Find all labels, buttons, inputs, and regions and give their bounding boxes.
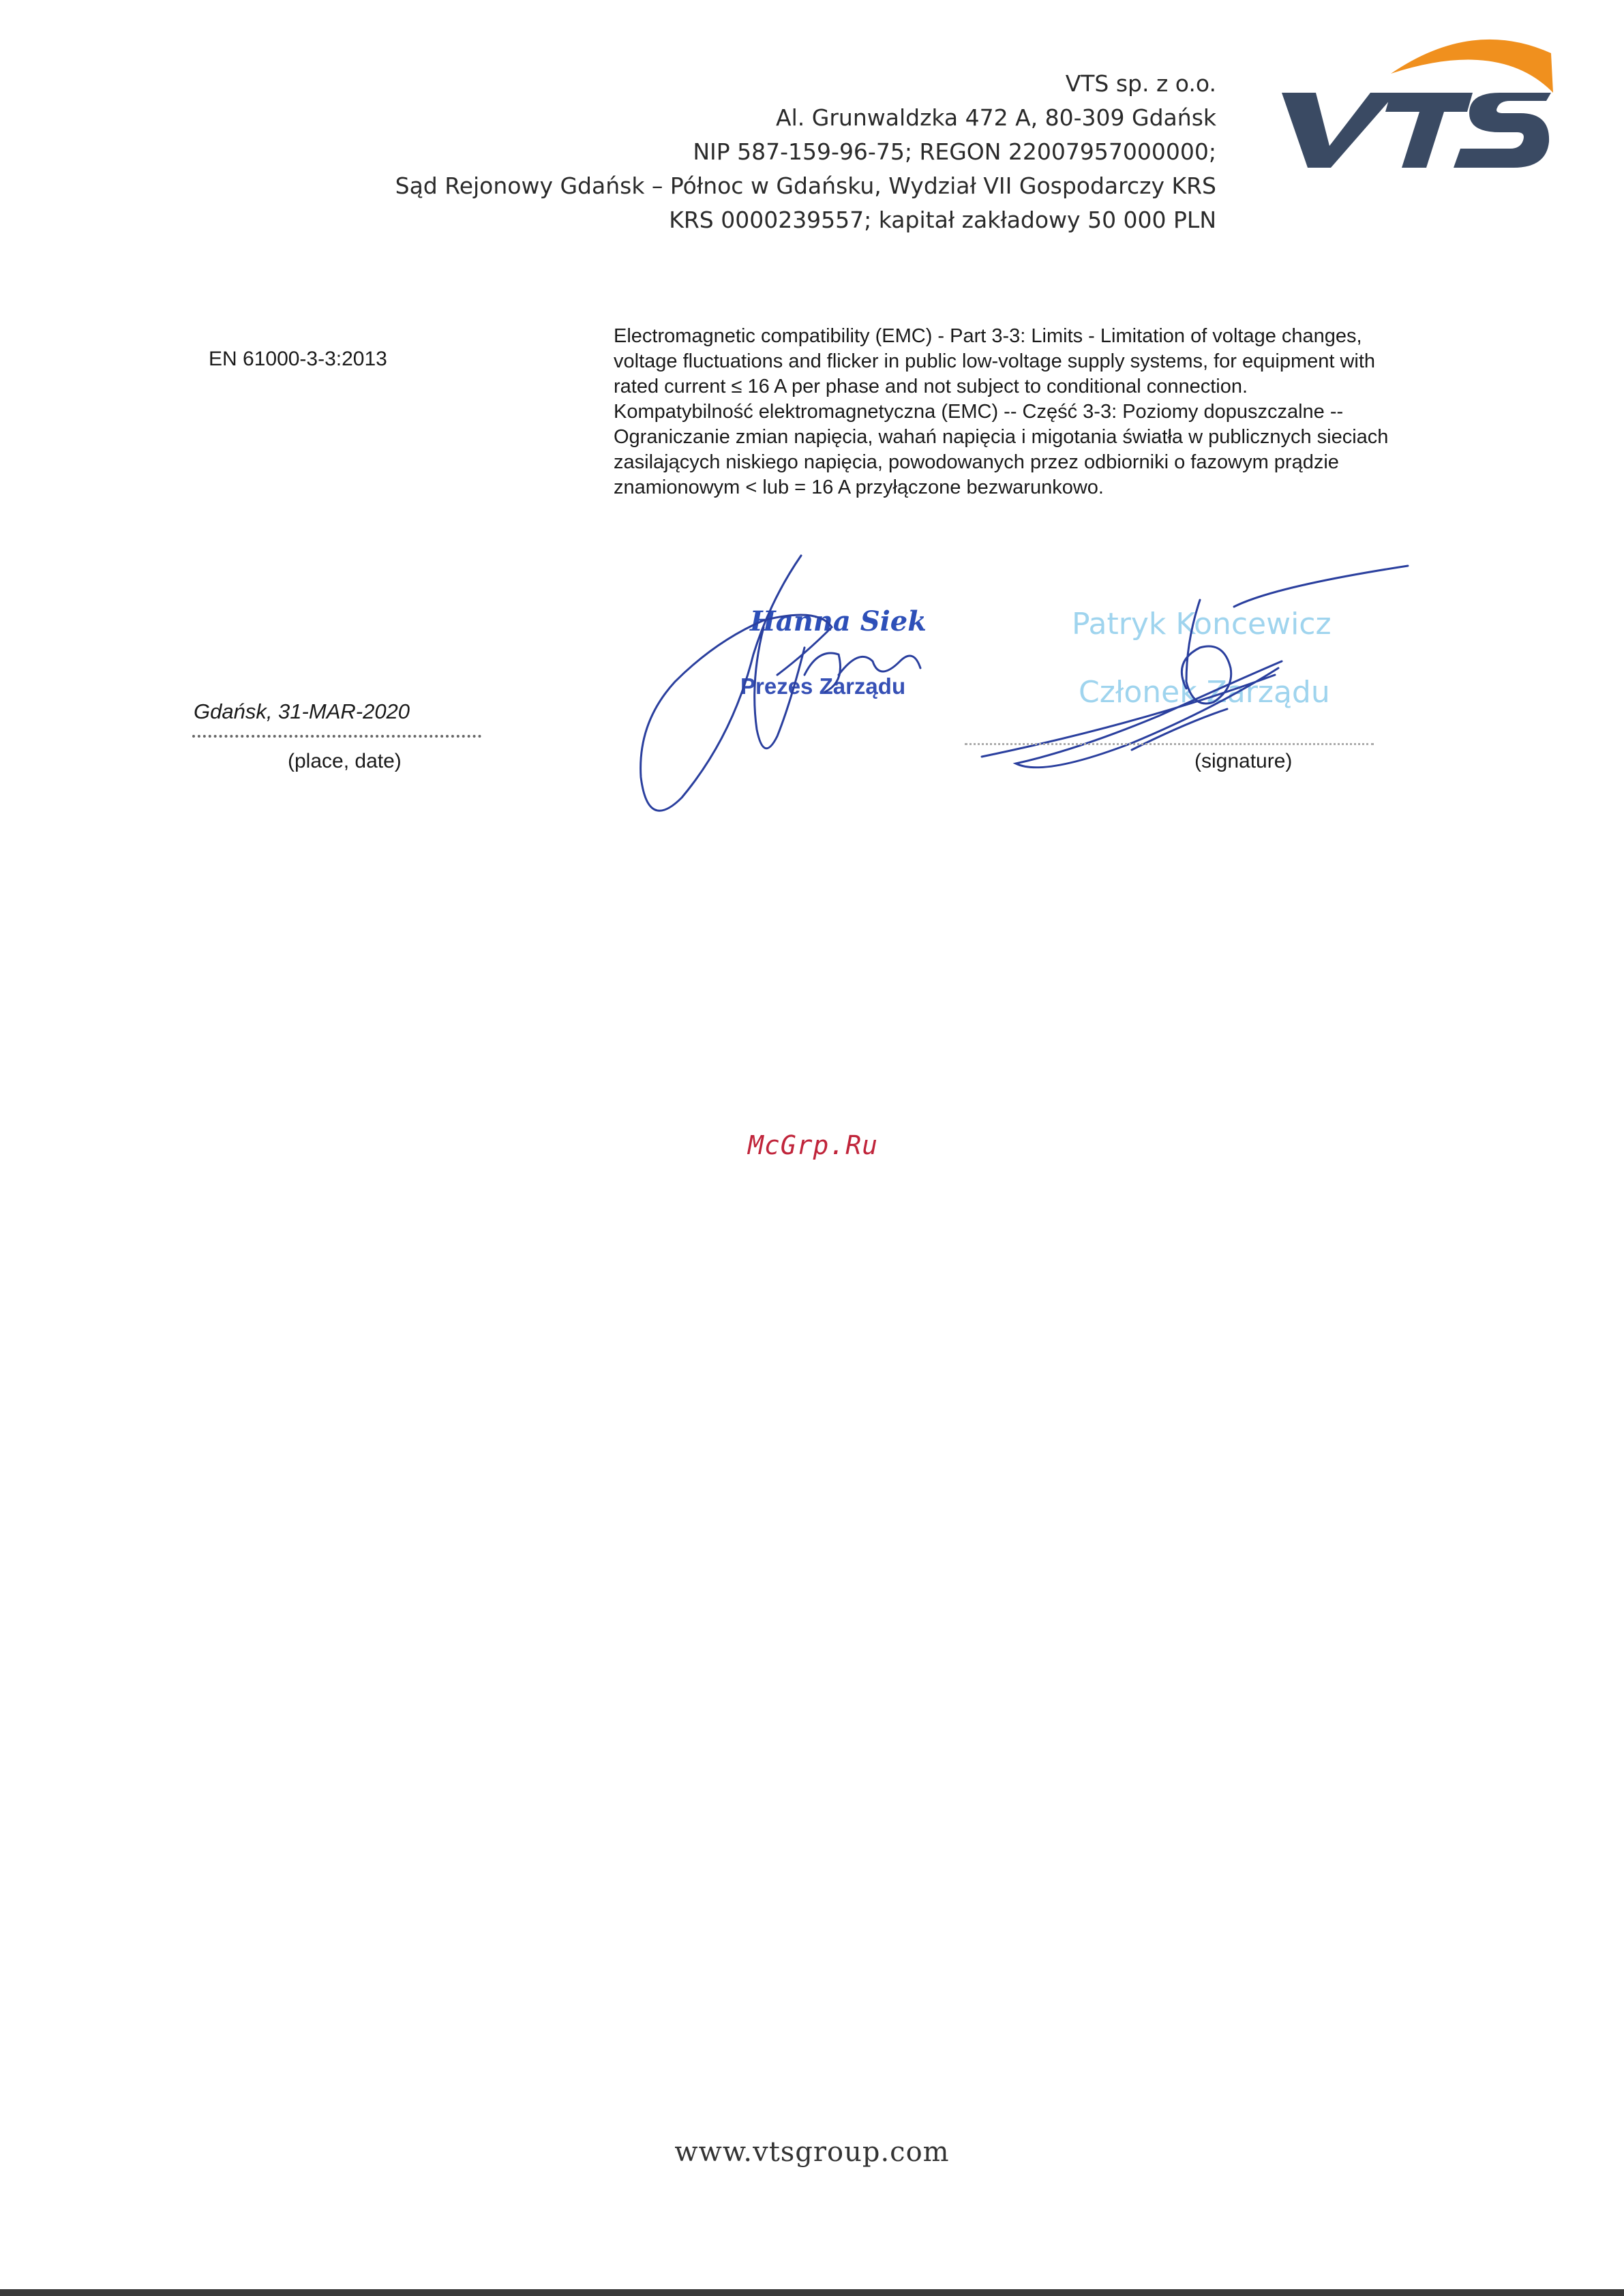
company-tax-ids: NIP 587-159-96-75; REGON 22007957000000; — [693, 138, 1216, 165]
signature-board-member — [982, 566, 1408, 768]
standard-description-line: Kompatybilność elektromagnetyczna (EMC) -- Część 3-3: Poziomy dopuszczalne -- — [614, 401, 1344, 423]
company-court: Sąd Rejonowy Gdańsk – Północ w Gdańsku, Wydział VII Gospodarczy KRS — [395, 172, 1216, 199]
standard-description-line: znamionowym < lub = 16 A przyłączone bezwarunkowo. — [614, 477, 1104, 498]
signature-caption: (signature) — [1194, 750, 1293, 772]
standard-code: EN 61000-3-3:2013 — [209, 348, 387, 370]
signature-dotted-line — [965, 743, 1374, 745]
stamp-president-role: Prezes Zarządu — [740, 674, 906, 699]
logo-letters — [1282, 93, 1551, 168]
company-address: Al. Grunwaldzka 472 A, 80-309 Gdańsk — [776, 104, 1216, 131]
stamp-board-member-name: Patryk Koncewicz — [1072, 607, 1332, 641]
signature-president — [641, 556, 920, 811]
footer-website: www.vtsgroup.com — [674, 2136, 950, 2168]
standard-description — [614, 324, 1500, 500]
bottom-edge-bar — [0, 2289, 1624, 2296]
company-name: VTS sp. z o.o. — [1065, 70, 1216, 97]
place-date-dotted-line — [192, 735, 481, 738]
place-date-value: Gdańsk, 31-MAR-2020 — [194, 699, 410, 723]
stamp-president-name: Hanna Siek — [750, 605, 927, 637]
place-date-caption: (place, date) — [288, 750, 402, 772]
standard-description-line: Ograniczanie zmian napięcia, wahań napięcia i migotania światła w publicznych sieciach — [614, 426, 1389, 448]
logo-arc — [1391, 40, 1553, 93]
watermark-text: McGrp.Ru — [748, 1130, 879, 1160]
vts-logo — [1275, 25, 1561, 181]
company-info — [330, 67, 1216, 237]
stamp-board-member-role: Członek Zarządu — [1079, 675, 1330, 710]
standard-description-line: Electromagnetic compatibility (EMC) - Part 3-3: Limits - Limitation of voltage changes, — [614, 325, 1362, 347]
standard-description-line: rated current ≤ 16 A per phase and not subject to conditional connection. — [614, 376, 1248, 397]
handwritten-signatures — [600, 545, 1445, 818]
standard-description-line: voltage fluctuations and flicker in public low-voltage supply systems, for equipment with — [614, 350, 1376, 372]
company-krs: KRS 0000239557; kapitał zakładowy 50 000 PLN — [669, 207, 1216, 233]
standard-description-line: zasilających niskiego napięcia, powodowanych przez odbiorniki o fazowym prądzie — [614, 451, 1339, 473]
